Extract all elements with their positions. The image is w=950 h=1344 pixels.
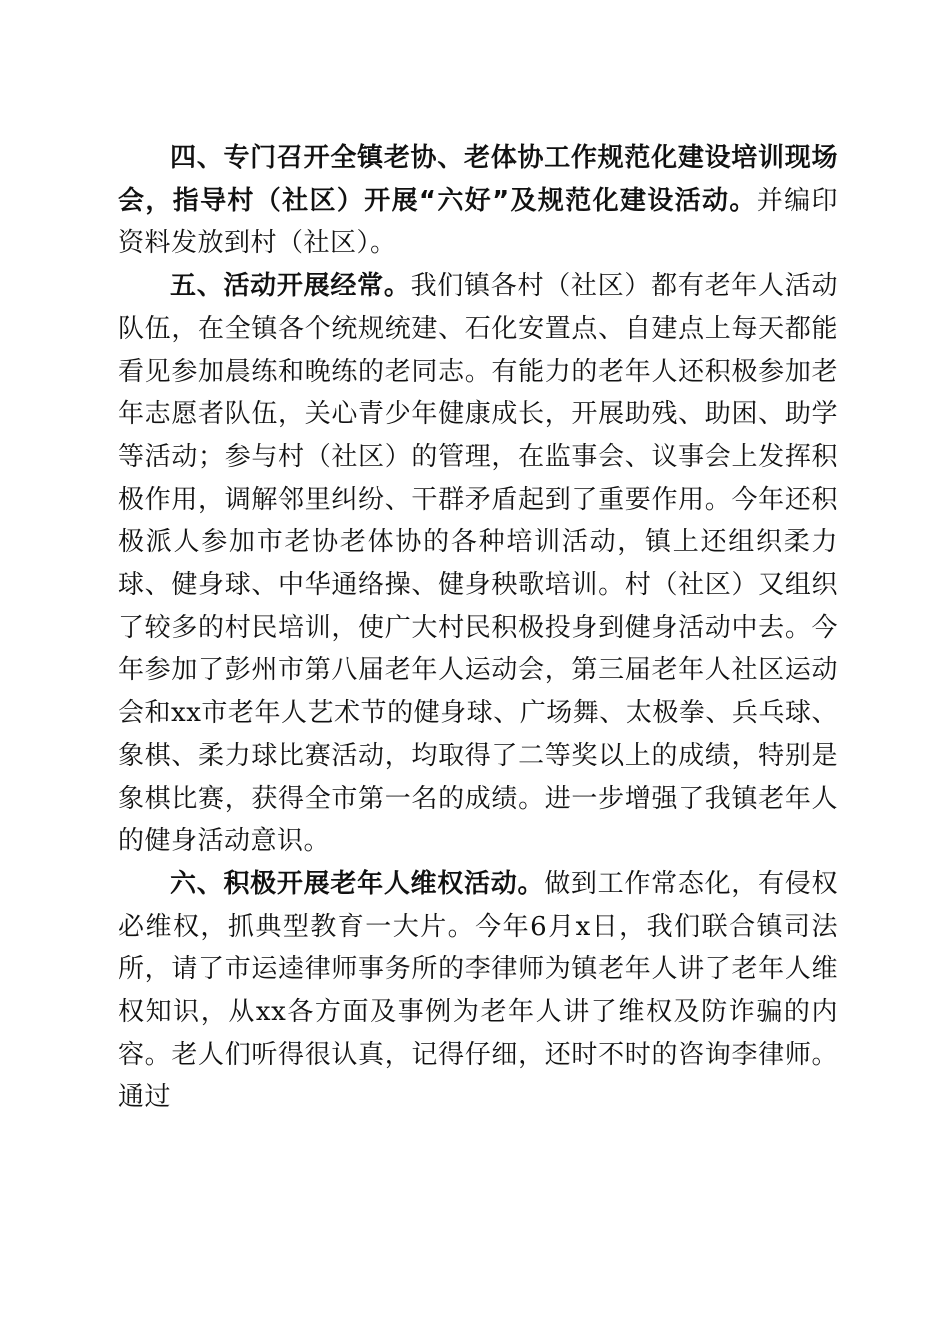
paragraph-6-text: 做到工作常态化，有侵权必维权，抓典型教育一大片。今年6月x日，我们联合镇司法所，请了市运逵律师事务所的李律师为镇老年人讲了老年人维权知识，从xx各方面及事例为老年人讲了维权及防诈骗的内容。老人们听得很认真，记得仔细，还时不时的咨询李律师。通过	[118, 868, 838, 1113]
paragraph-4	[118, 137, 838, 265]
paragraph-6-heading: 六、积极开展老年人维权活动。	[170, 868, 545, 899]
paragraph-6	[118, 863, 838, 1119]
paragraph-4-heading: 四、专门召开全镇老协、老体协工作规范化建设培训现场会，指导村（社区）开展“六好”及规范化建设活动。	[118, 143, 838, 216]
document-body	[118, 137, 838, 1119]
paragraph-4-text: 并编印资料发放到村（社区）。	[118, 185, 838, 259]
paragraph-5-text: 我们镇各村（社区）都有老年人活动队伍，在全镇各个统规统建、石化安置点、自建点上每天都能看见参加晨练和晚练的老同志。有能力的老年人还积极参加老年志愿者队伍，关心青少年健康成长，开展助残、助困、助学等活动；参与村（社区）的管理，在监事会、议事会上发挥积极作用，调解邻里纠纷、干群矛盾起到了重要作用。今年还积极派人参加市老协老体协的各种培训活动，镇上还组织柔力球、健身球、中华通络操、健身秧歌培训。村（社区）又组织了较多的村民培训，使广大村民积极投身到健身活动中去。今年参加了彭州市第八届老年人运动会，第三届老年人社区运动会和xx市老年人艺术节的健身球、广场舞、太极拳、兵乓球、象棋、柔力球比赛活动，均取得了二等奖以上的成绩，特别是象棋比赛，获得全市第一名的成绩。进一步增强了我镇老年人的健身活动意识。	[118, 271, 838, 857]
paragraph-5-heading: 五、活动开展经常。	[170, 271, 411, 302]
paragraph-5	[118, 265, 838, 863]
